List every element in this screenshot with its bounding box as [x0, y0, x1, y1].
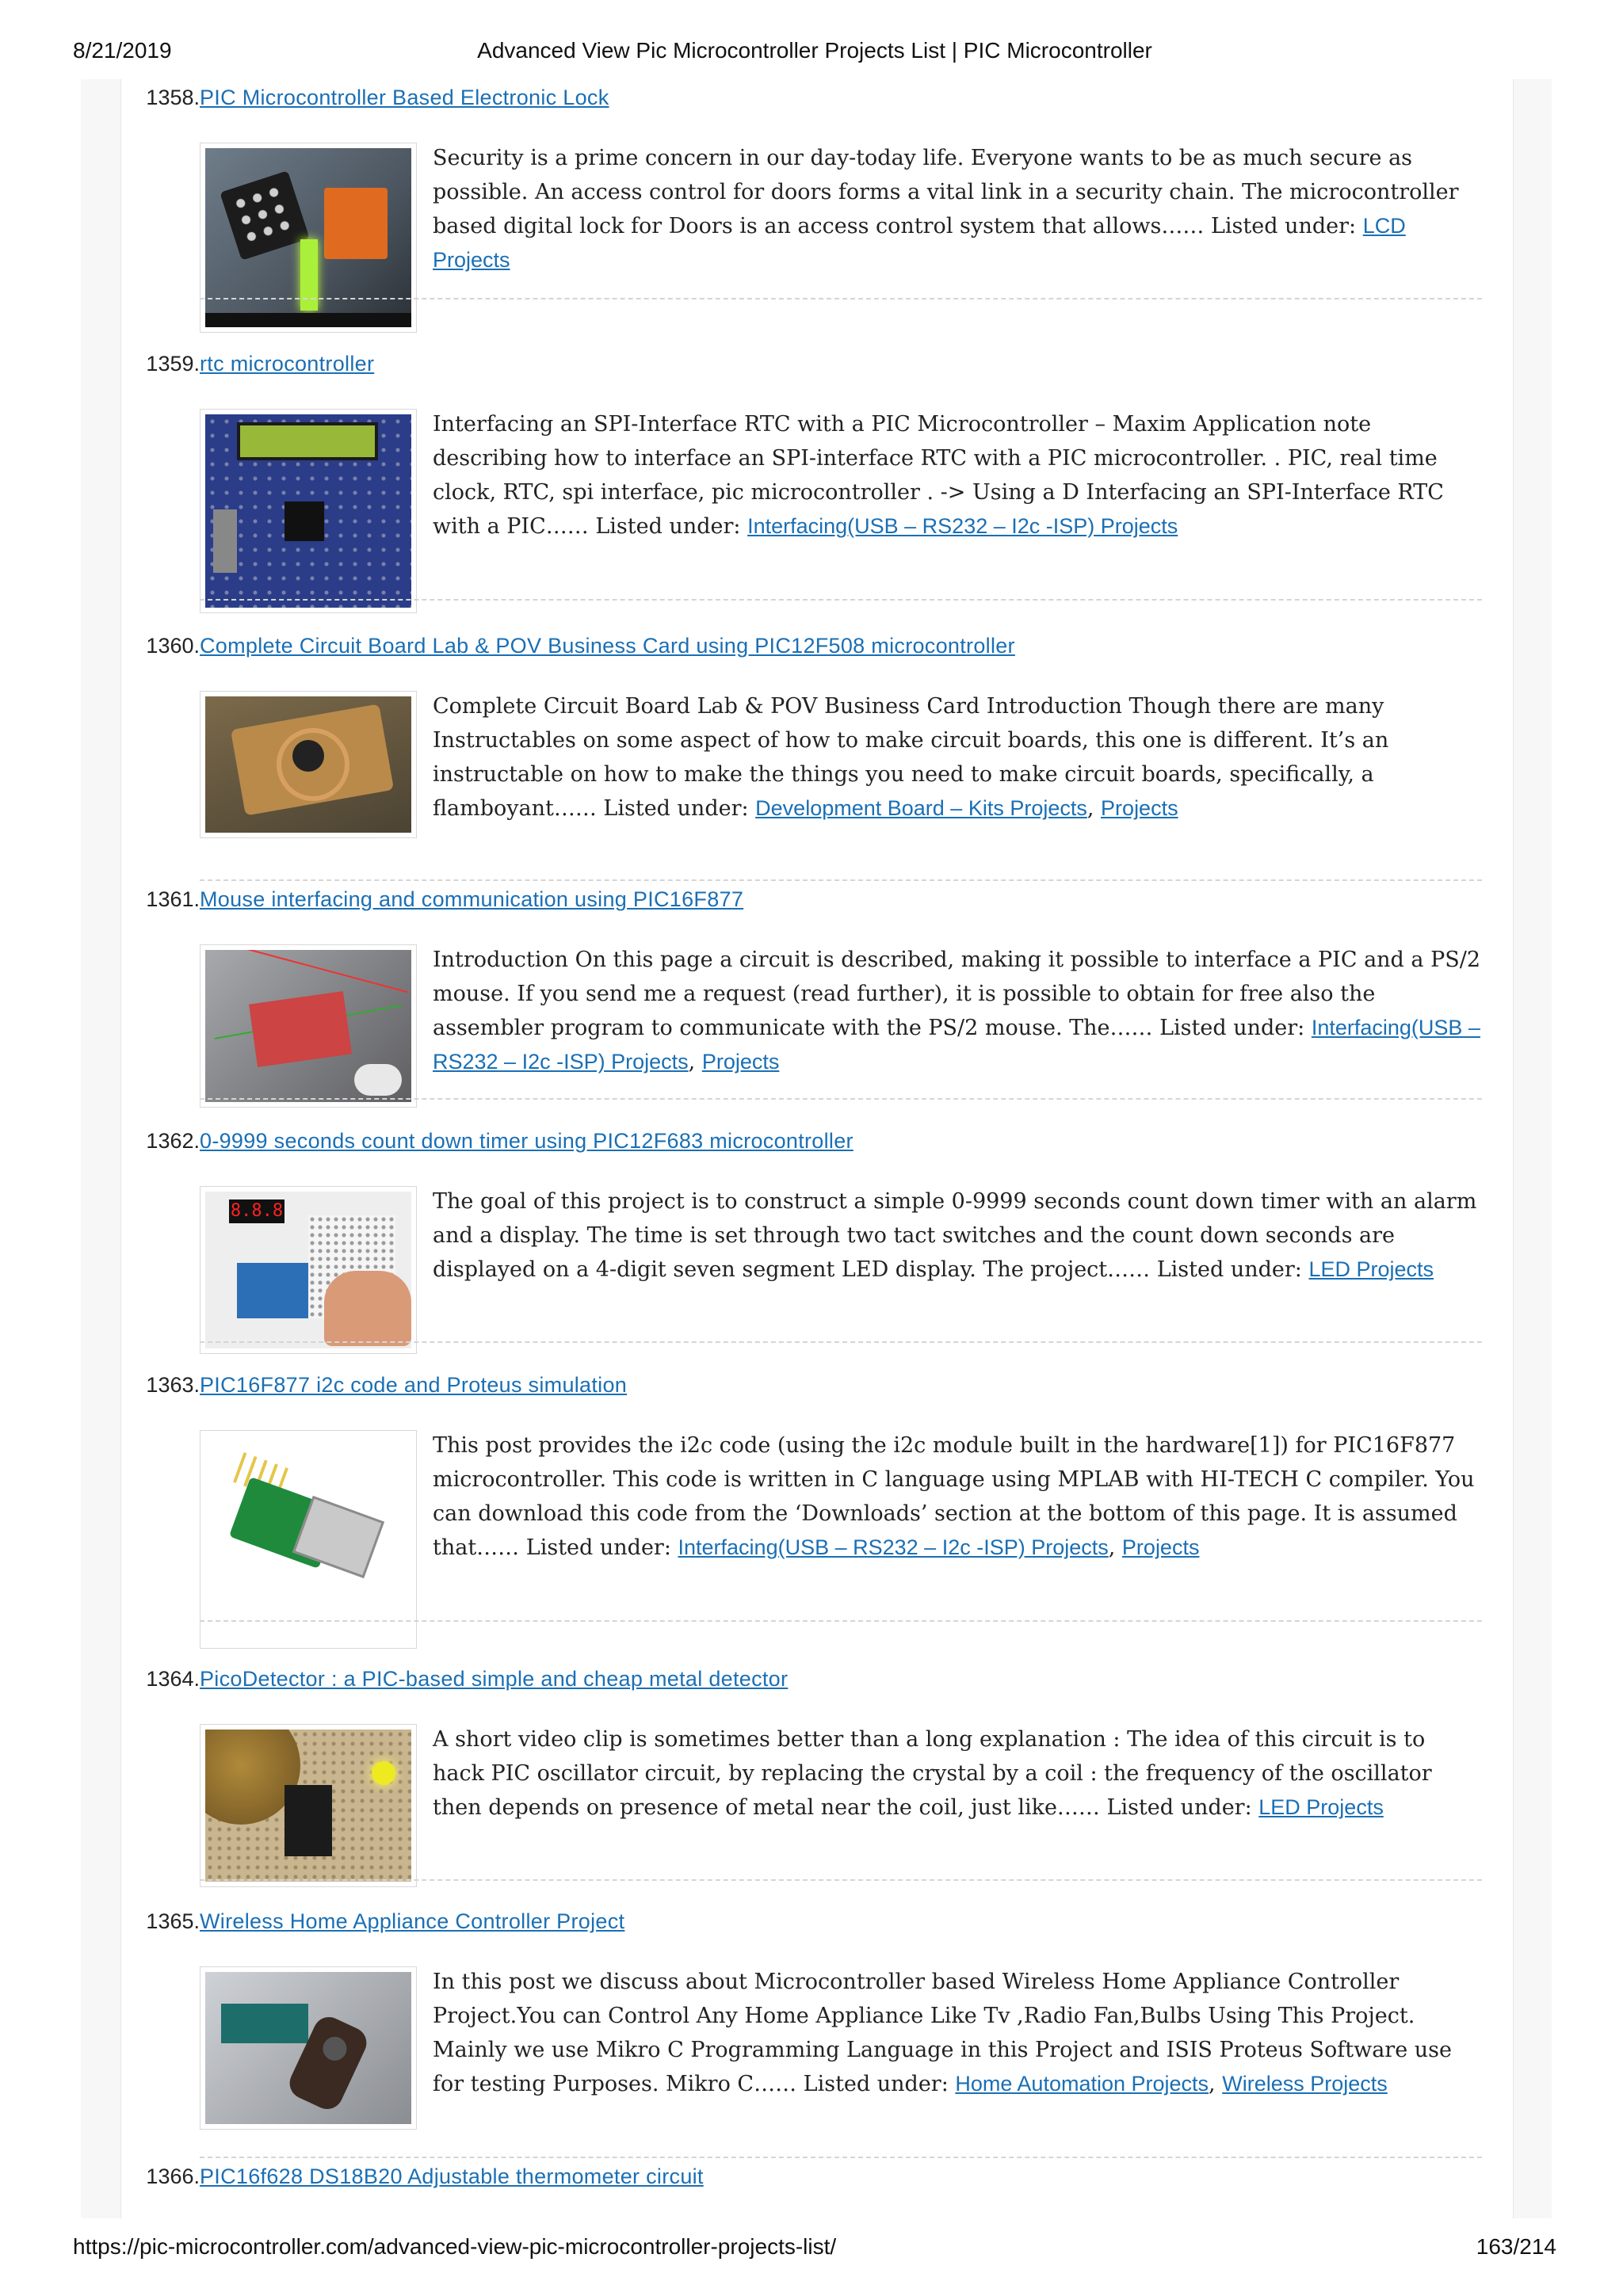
project-description: This post provides the i2c code (using the i2c module built in the hardware[1]) for PIC16F877 microcontroller. This code is written in C language using MPLAB with HI-TECH C compiler. You can download this code from the ‘Downloads’ section at the bottom of this page. It is assumed that…… Listed under: Interfacing(USB – RS232 – I2c -ISP) Projects, Projects [433, 1433, 1475, 1560]
project-thumbnail[interactable] [200, 1430, 417, 1649]
category-link[interactable]: Home Automation Projects [955, 2072, 1209, 2096]
category-link[interactable]: Wireless Projects [1222, 2072, 1388, 2096]
mouse-interface-image [205, 950, 411, 1102]
print-header [73, 38, 1556, 70]
category-link[interactable]: Projects [701, 1050, 780, 1074]
category-link[interactable]: Interfacing(USB – RS232 – I2c -ISP) Projects [433, 1016, 1480, 1074]
description-text: Security is a prime concern in our day-today life. Everyone wants to be as much secure as possible. An access control for doors forms a vital link in a security chain. The microcontroller based digital lock for Doors is an access control system that allows…… Listed under: [433, 146, 1459, 238]
business-card-image [205, 696, 411, 833]
item-divider [200, 1879, 1482, 1881]
project-title-link[interactable]: Wireless Home Appliance Controller Project [200, 1909, 625, 1933]
i2c-module-image [205, 1436, 411, 1643]
project-description [433, 1722, 1482, 1825]
category-link[interactable]: LCD Projects [433, 214, 1406, 272]
description-text: This post provides the i2c code (using the i2c module built in the hardware[1]) for PIC16F877 microcontroller. This code is written in C language using MPLAB with HI-TECH C compiler. You can download this code from the ‘Downloads’ section at the bottom of this page. It is assumed that…… Listed under: [433, 1433, 1475, 1560]
project-number: 1361. [146, 887, 200, 911]
project-description: In this post we discuss about Microcontroller based Wireless Home Appliance Controller Project.You can Control Any Home Appliance Like Tv ,Radio Fan,Bulbs Using This Project. Mainly we use Mikro C Programming Language in this Project and ISIS Proteus Software use for testing Purposes. Mikro C…… Listed under: Home Automation Projects, Wireless Projects [433, 1970, 1452, 2096]
description-text: Introduction On this page a circuit is described, making it possible to interface a PIC and a PS/2 mouse. If you send me a request (read further), it is possible to obtain for free also the assembler program to communicate with the PS/2 mouse. The…… Listed under: [433, 948, 1481, 1040]
item-divider [200, 1098, 1482, 1100]
project-title-link[interactable]: PIC16F877 i2c code and Proteus simulation [200, 1373, 628, 1397]
rtc-board-image [205, 414, 411, 608]
category-link[interactable]: Projects [1121, 1535, 1200, 1559]
wireless-remote-image [205, 1972, 411, 2124]
description-text: Complete Circuit Board Lab & POV Business Card Introduction Though there are many Instructables on some aspect of how to make circuit boards, this one is different. It’s an instructable on how to make the things you need to make circuit boards, specifically, a flamboyant…… Listed under: [433, 694, 1389, 821]
project-title-link[interactable]: PicoDetector : a PIC-based simple and cheap metal detector [200, 1667, 789, 1691]
project-title-link[interactable]: Mouse interfacing and communication using PIC16F877 [200, 887, 744, 911]
project-title-link[interactable]: PIC16f628 DS18B20 Adjustable thermometer circuit [200, 2164, 704, 2188]
project-number: 1364. [146, 1667, 200, 1691]
print-title: Advanced View Pic Microcontroller Projects List | PIC Microcontroller [477, 38, 1152, 63]
project-thumbnail[interactable] [200, 1186, 417, 1354]
project-thumbnail[interactable] [200, 1724, 417, 1887]
project-title-link[interactable]: PIC Microcontroller Based Electronic Lock [200, 86, 609, 109]
metal-detector-image [205, 1730, 411, 1882]
print-footer [73, 2234, 1556, 2266]
description-text: Interfacing an SPI-Interface RTC with a PIC Microcontroller – Maxim Application note describing how to interface an SPI-interface RTC with a PIC microcontroller. . PIC, real time clock, RTC, spi interface, pic microcontroller . -> Using a D Interfacing an SPI-Interface RTC with a PIC…… Listed under: [433, 412, 1444, 539]
project-number: 1360. [146, 634, 200, 658]
project-thumbnail[interactable] [200, 944, 417, 1108]
category-link[interactable]: Interfacing(USB – RS232 – I2c -ISP) Projects [747, 514, 1178, 538]
category-link[interactable]: LED Projects [1308, 1257, 1434, 1281]
description-text: In this post we discuss about Microcontroller based Wireless Home Appliance Controller Project.You can Control Any Home Appliance Like Tv ,Radio Fan,Bulbs Using This Project. Mainly we use Mikro C Programming Language in this Project and ISIS Proteus Software use for testing Purposes. Mikro C…… Listed under: [433, 1970, 1452, 2096]
project-number: 1363. [146, 1373, 200, 1397]
countdown-timer-image: 8.8.8 [205, 1192, 411, 1348]
project-description [433, 1184, 1482, 1287]
item-divider [200, 2157, 1482, 2158]
project-description: Complete Circuit Board Lab & POV Business Card Introduction Though there are many Instructables on some aspect of how to make circuit boards, this one is different. It’s an instructable on how to make the things you need to make circuit boards, specifically, a flamboyant…… Listed under: Development Board – Kits Projects, Projects [433, 694, 1389, 821]
project-description [433, 141, 1482, 277]
page-url: https://pic-microcontroller.com/advanced-view-pic-microcontroller-projects-list/ [73, 2234, 837, 2259]
project-thumbnail[interactable] [200, 143, 417, 333]
project-number: 1365. [146, 1909, 200, 1933]
project-thumbnail[interactable] [200, 691, 417, 838]
project-description [433, 407, 1482, 543]
category-link[interactable]: Projects [1101, 796, 1178, 820]
page-number: 163/214 [1476, 2234, 1556, 2259]
project-number: 1362. [146, 1129, 200, 1153]
project-title-link[interactable]: Complete Circuit Board Lab & POV Business Card using PIC12F508 microcontroller [200, 634, 1015, 658]
project-title-link[interactable]: rtc microcontroller [200, 352, 375, 376]
project-number: 1358. [146, 86, 200, 109]
item-divider [200, 879, 1482, 881]
item-divider [200, 599, 1482, 601]
description-text: The goal of this project is to construct a simple 0-9999 seconds count down timer with an alarm and a display. The time is set through two tact switches and the count down seconds are displayed on a 4-digit seven segment LED display. The project…… Listed under: [433, 1189, 1477, 1282]
print-date: 8/21/2019 [73, 38, 172, 63]
project-thumbnail[interactable] [200, 1966, 417, 2130]
project-number: 1366. [146, 2164, 200, 2188]
project-number: 1359. [146, 352, 200, 376]
item-divider [200, 1620, 1482, 1622]
description-text: A short video clip is sometimes better than a long explanation : The idea of this circuit is to hack PIC oscillator circuit, by replacing the crystal by a coil : the frequency of the oscillator then depends on presence of metal near the coil, just like…… Listed under: [433, 1727, 1432, 1820]
project-title-link[interactable]: 0-9999 seconds count down timer using PIC12F683 microcontroller [200, 1129, 854, 1153]
electronic-lock-image [205, 148, 411, 327]
item-divider [200, 298, 1482, 299]
category-link[interactable]: Development Board – Kits Projects [755, 796, 1087, 820]
project-description: Introduction On this page a circuit is described, making it possible to interface a PIC and a PS/2 mouse. If you send me a request (read further), it is possible to obtain for free also the assembler program to communicate with the PS/2 mouse. The…… Listed under: Interfacing(USB – RS232 – I2c -ISP) Projects, Projects [433, 948, 1481, 1074]
category-link[interactable]: Interfacing(USB – RS232 – I2c -ISP) Projects [678, 1535, 1109, 1559]
item-divider [200, 1341, 1482, 1343]
category-link[interactable]: LED Projects [1258, 1795, 1384, 1819]
project-thumbnail[interactable] [200, 409, 417, 613]
